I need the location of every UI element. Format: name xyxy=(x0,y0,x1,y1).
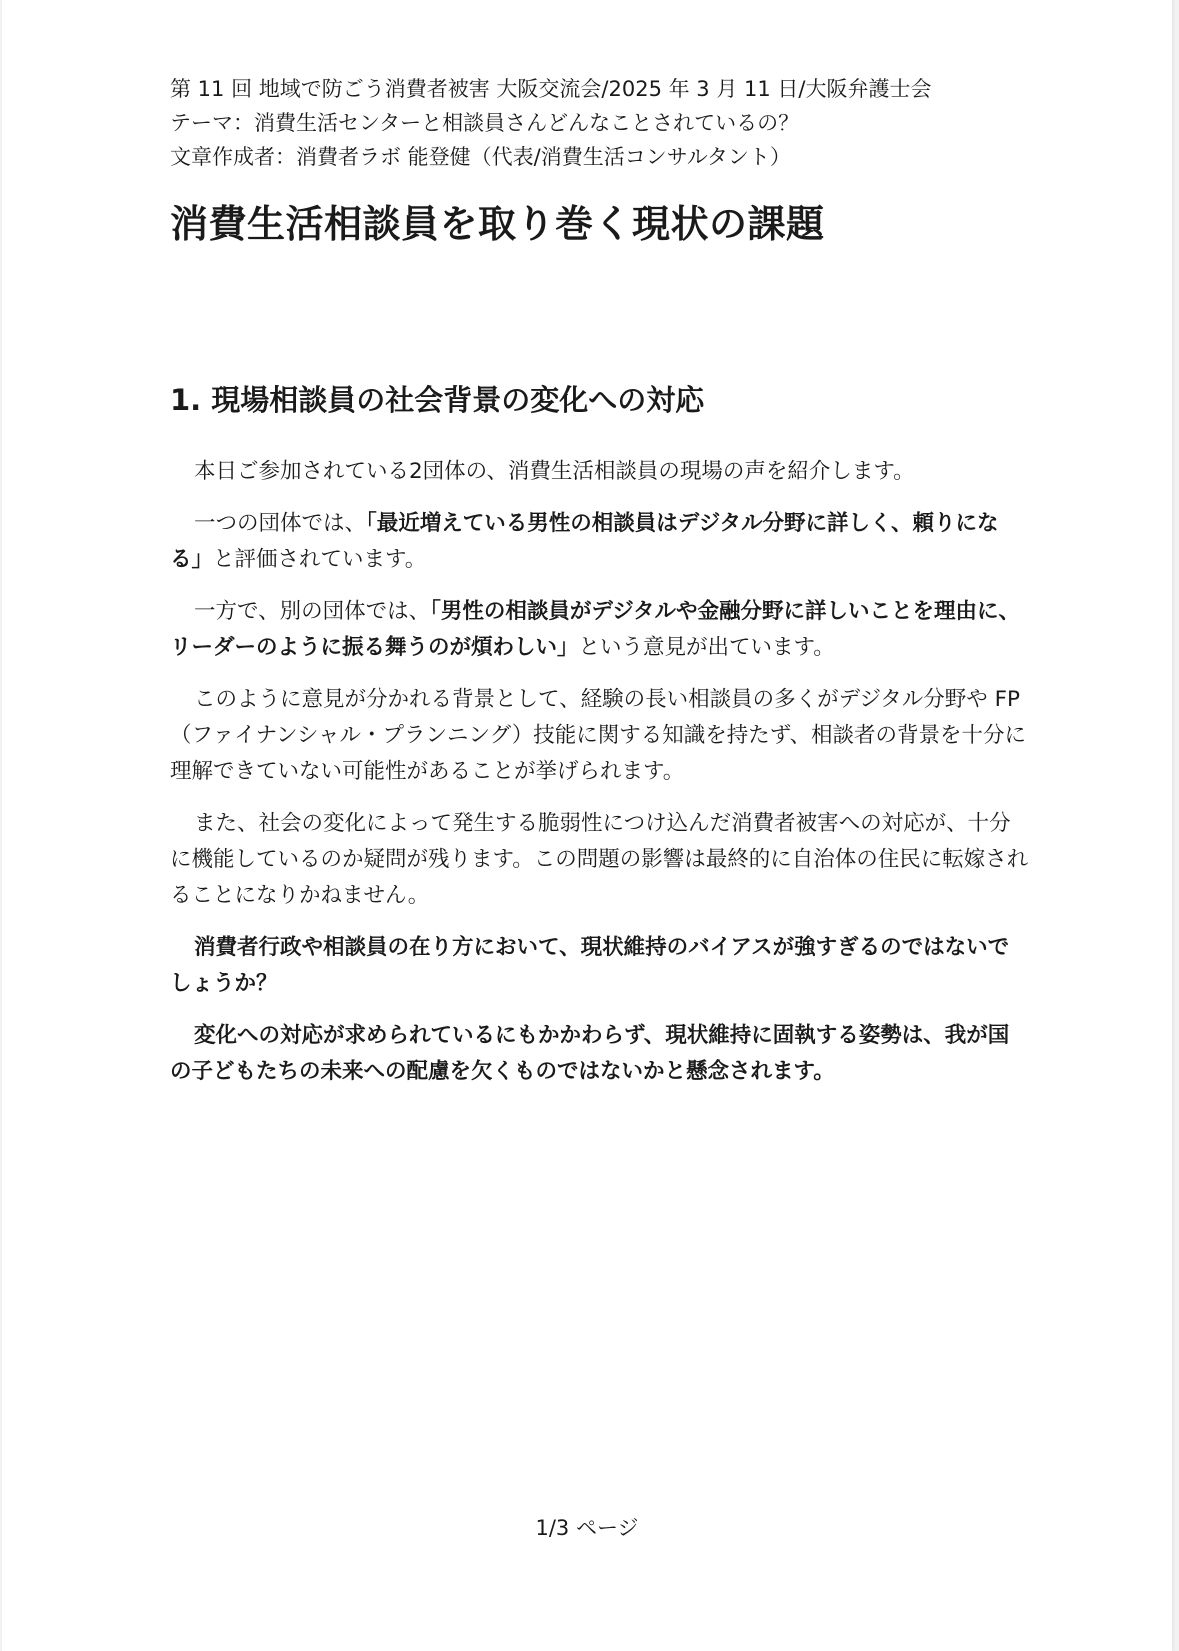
paragraph-4: このように意見が分かれる背景として、経験の長い相談員の多くがデジタル分野や FP（ファイナンシャル・プランニング）技能に関する知識を持たず、相談者の背景を十分に理解できていない可能性があることが挙げられます。 xyxy=(170,687,1027,784)
paragraph-5: また、社会の変化によって発生する脆弱性につけ込んだ消費者被害への対応が、十分に機能しているのか疑問が残ります。この問題の影響は最終的に自治体の住民に転嫁されることになりかねません。 xyxy=(170,811,1029,908)
paragraph-3 xyxy=(170,594,1030,666)
page-number: 1/3 ページ xyxy=(535,1516,639,1540)
paragraph-6: 消費者行政や相談員の在り方において、現状維持のバイアスが強すぎるのではないでしょうか？ xyxy=(170,935,1010,996)
paragraph-2-quote: 「最近増えている男性の相談員はデジタル分野に詳しく、頼りになる」 xyxy=(170,511,999,572)
paragraph-2 xyxy=(170,506,1030,578)
paragraph-2-tail: と評価されています。 xyxy=(213,547,427,572)
header-theme-line: テーマ：消費生活センターと相談員さんどんなことされているの？ xyxy=(170,111,800,135)
paragraph-2-lead: 一つの団体では、 xyxy=(194,511,367,536)
document-title: 消費生活相談員を取り巻く現状の課題 xyxy=(170,202,825,246)
section-heading: 1. 現場相談員の社会背景の変化への対応 xyxy=(170,383,705,417)
section-body xyxy=(170,454,1030,1106)
document-page xyxy=(2,0,1172,1651)
paragraph-3-tail: という意見が出ています。 xyxy=(578,635,835,660)
header-event-line: 第 11 回 地域で防ごう消費者被害 大阪交流会/2025 年 3 月 11 日/大阪弁護士会 xyxy=(170,77,932,101)
paragraph-1: 本日ご参加されている2団体の、消費生活相談員の現場の声を紹介します。 xyxy=(194,459,915,484)
document-header xyxy=(170,72,1050,174)
paragraph-7: 変化への対応が求められているにもかかわらず、現状維持に固執する姿勢は、我が国の子どもたちの未来への配慮を欠くものではないかと懸念されます。 xyxy=(170,1023,1010,1084)
header-author-line: 文章作成者：消費者ラボ 能登健（代表/消費生活コンサルタント） xyxy=(170,145,791,169)
paragraph-3-quote: 「男性の相談員がデジタルや金融分野に詳しいことを理由に、リーダーのように振る舞うのが煩わしい」 xyxy=(170,599,1021,660)
paragraph-3-lead: 一方で、別の団体では、 xyxy=(194,599,431,624)
